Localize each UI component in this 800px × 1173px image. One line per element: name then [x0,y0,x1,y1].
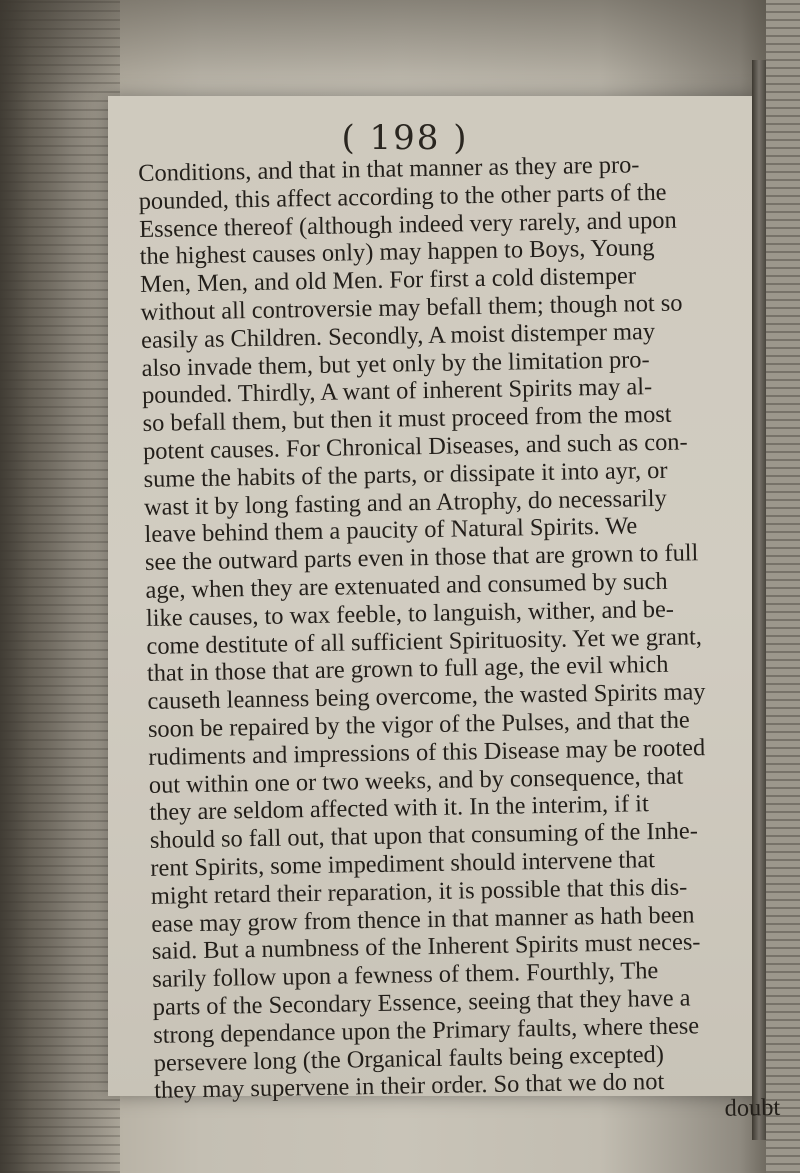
text-line: causeth leanness being overcome, the wasted Spirits may [147,678,706,716]
text-line: might retard their reparation, it is possible that this dis- [150,873,688,910]
text-line: like causes, to wax feeble, to languish, wither, and be- [145,595,675,632]
text-line: soon be repaired by the vigor of the Pulses, and that the [147,706,690,743]
text-line: persevere long (the Organical faults being excepted) [153,1040,665,1077]
text-line: they may supervene in their order. So that we do not [154,1068,665,1105]
text-line: Conditions, and that in that manner as they are pro- [138,151,640,187]
text-line: strong dependance upon the Primary faults, where these [153,1012,700,1049]
text-line: easily as Children. Secondly, A moist distemper may [140,317,656,354]
text-line: rent Spirits, some impediment should intervene that [150,846,656,882]
text-line: out within one or two weeks, and by consequence, that [148,762,684,799]
text-line: said. But a numbness of the Inherent Spirits must neces- [151,928,701,966]
text-line: come destitute of all sufficient Spirituosity. Yet we grant, [146,622,703,660]
text-line: potent causes. For Chronical Diseases, and such as con- [142,428,688,465]
facing-page-bleed-left [0,0,120,1173]
page-number: ( 198 ) [341,118,469,158]
text-line: that in those that are grown to full age, the evil which [146,651,669,688]
top-shadow [0,0,800,100]
catchword: doubt [724,1094,781,1122]
body-text [138,149,800,1133]
text-line: the highest causes only) may happen to Boys, Young [139,234,655,271]
text-line: ease may grow from thence in that manner as hath been [151,900,695,938]
text-line: sume the habits of the parts, or dissipate it into ayr, or [143,456,668,493]
text-line: sarily follow upon a fewness of them. Fourthly, The [152,957,659,993]
text-line: so befall them, but then it must proceed from the most [142,400,672,438]
text-line: they are seldom affected with it. In the interim, if it [149,790,649,827]
text-line: Essence thereof (although indeed very rarely, and upon [138,206,677,243]
text-line: without all controversie may befall them; though not so [140,289,683,326]
text-line: see the outward parts even in those that are grown to full [144,539,699,577]
text-line: Men, Men, and old Men. For first a cold distemper [139,262,637,299]
text-line: rudiments and impressions of this Disease may be rooted [148,733,706,771]
text-line: age, when they are extenuated and consumed by such [145,567,668,604]
text-line: also invade them, but yet only by the limitation pro- [141,345,650,382]
text-line: pounded, this affect according to the other parts of the [138,178,667,215]
text-line: pounded. Thirdly, A want of inherent Spirits may al- [141,373,653,410]
text-line: should so fall out, that upon that consuming of the Inhe- [149,817,699,855]
text-line: wast it by long fasting and an Atrophy, do necessarily [143,484,667,521]
text-line: parts of the Secondary Essence, seeing that they have a [152,984,691,1021]
text-line: leave behind them a paucity of Natural Spirits. We [144,512,638,549]
